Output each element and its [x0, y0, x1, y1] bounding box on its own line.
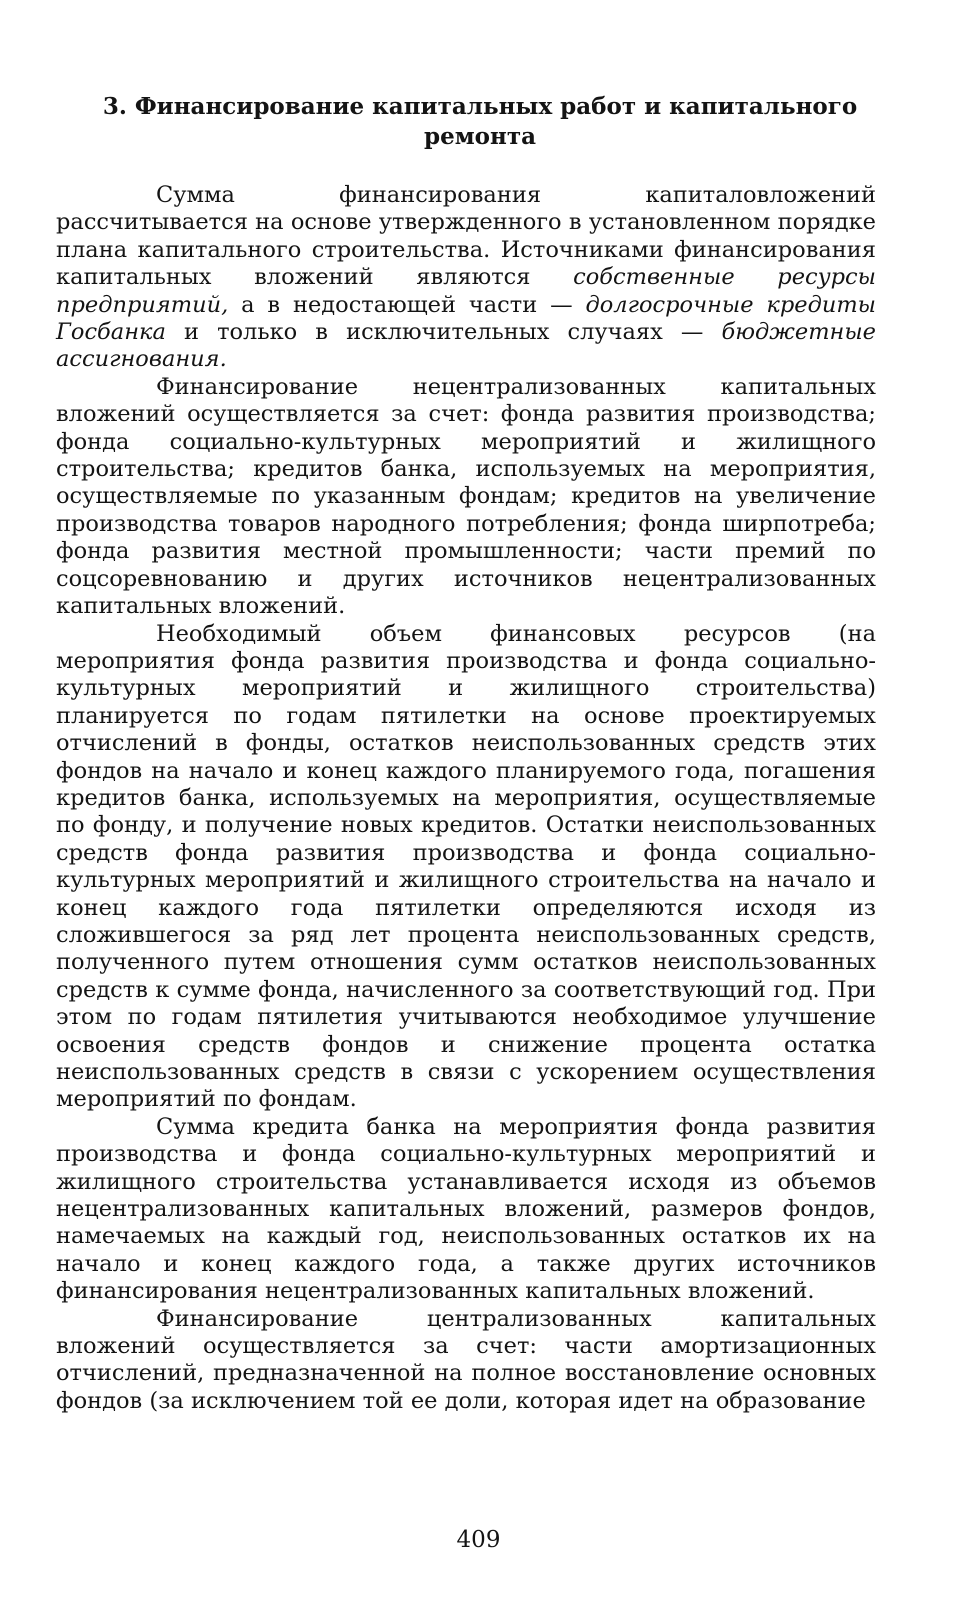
italic-text-run: долгосрочные кредиты Госбанка — [56, 291, 876, 346]
section-heading-line-2: ремонта — [423, 123, 537, 150]
body-text — [56, 182, 876, 1415]
italic-text-run: собственные ресурсы предприятий, — [56, 264, 876, 318]
text-run: а в недостающей части — — [228, 291, 586, 318]
text-run: Финансирование нецентрализованных капитальных вложений осуществляется за счет: фонда развития производства; фонда социально-культурных мероприятий и жилищного строительства; кредитов банка, используемых на мероприятия, осуществляемые по указанным фондам; кредитов на увеличение производства товаров народного потребления; фонда ширпотреба; фонда развития местной промышленности; части премий по соцсоревнованию и других источников нецентрализованных капитальных вложений. — [56, 373, 876, 620]
paragraph-bank-credit — [56, 1114, 876, 1306]
page-number: 409 — [456, 1527, 501, 1553]
paragraph-centralized-investment — [56, 1306, 876, 1416]
text-run: Сумма кредита банка на мероприятия фонда развития производства и фонда социально-культурных мероприятий и жилищного строительства устанавливается исходя из объемов нецентрализованных капитальных вложений, размеров фондов, намечаемых на каждый год, неиспользованных остатков их на начало и конец каждого года, а также других источников финансирования нецентрализованных капитальных вложений. — [56, 1113, 876, 1305]
section-heading — [85, 92, 875, 152]
italic-text-run: бюджетные ассигнования. — [56, 319, 876, 373]
paragraph-sources-of-financing — [56, 182, 876, 374]
text-run: Необходимый объем финансовых ресурсов (на мероприятия фонда развития производства и фонда социально-культурных мероприятий и жилищного строительства) планируется по годам пятилетки на основе проектируемых отчислений в фонды, остатков неиспользованных средств этих фондов на начало и конец каждого планируемого года, погашения кредитов банка, используемых на мероприятия, осуществляемые по фонду, и получение новых кредитов. Остатки неиспользованных средств фонда развития производства и фонда социально-культурных мероприятий и жилищного строительства на начало и конец каждого года пятилетки определяются исходя из сложившегося за ряд лет процента неиспользованных средств, полученного путем отношения сумм остатков неиспользованных средств к сумме фонда, начисленного за соответствующий год. При этом по годам пятилетия учитываются необходимое улучшение освоения средств фондов и снижение процента остатка неиспользованных средств в связи с ускорением осуществления мероприятий по фондам. — [56, 620, 876, 1113]
text-run: Сумма финансирования капиталовложений рассчитывается на основе утвержденного в установленном порядке плана капитального строительства. Источниками финансирования капитальных вложений являются — [56, 182, 876, 291]
section-heading-line-1: 3. Финансирование капитальных работ и капитального — [102, 93, 858, 120]
paragraph-required-resources — [56, 621, 876, 1114]
text-run: и только в исключительных случаях — — [165, 319, 722, 346]
paragraph-decentralized-investment — [56, 374, 876, 621]
text-run: Финансирование централизованных капитальных вложений осуществляется за счет: части амортизационных отчислений, предназначенной на полное восстановление основных фондов (за исключением той ее доли, которая идет на образование — [56, 1305, 876, 1414]
